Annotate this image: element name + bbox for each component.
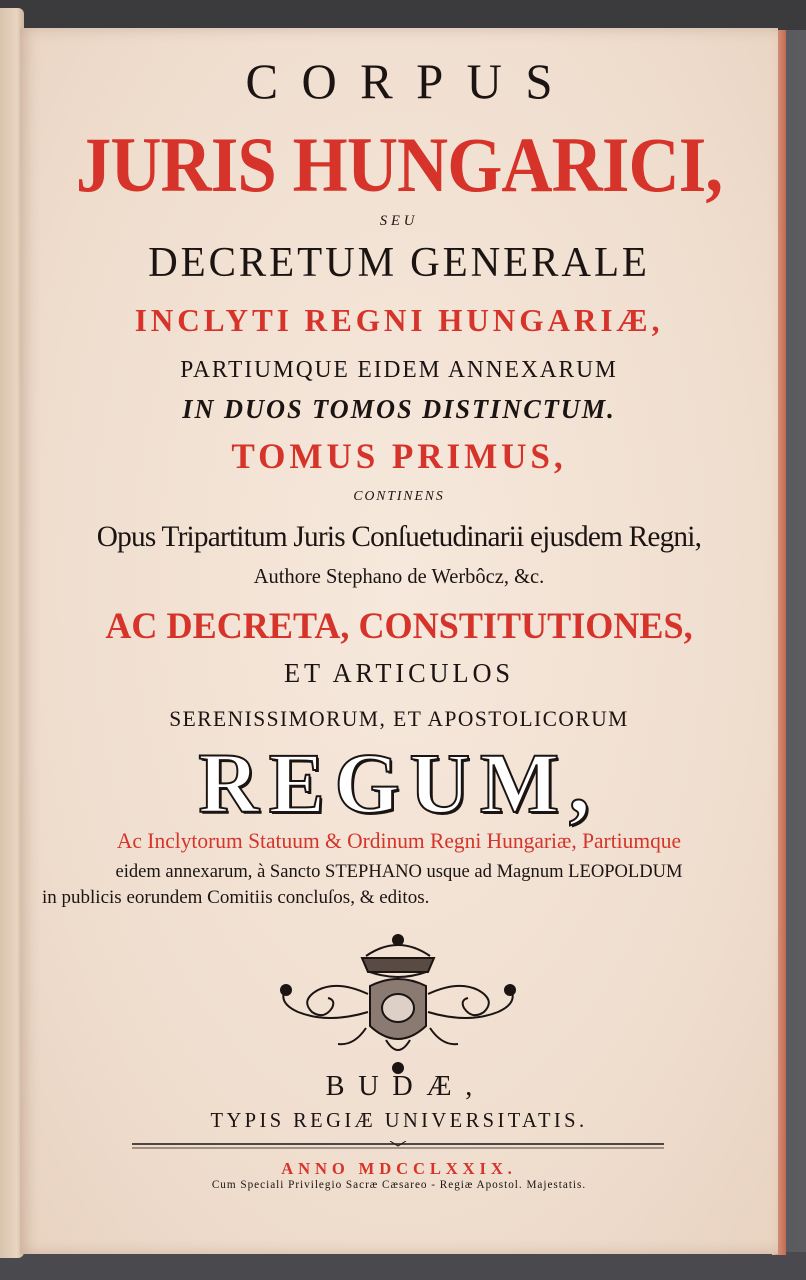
contents-opus-tripartitum: Opus Tripartitum Juris Conſuetudinarii ejusdem Regni, (96, 520, 702, 553)
subtitle-partiumque: PARTIUMQUE EIDEM ANNEXARUM (180, 357, 618, 383)
conjunction-seu: SEU (379, 213, 419, 229)
title-page (20, 28, 778, 1254)
contents-regum: REGUM, (198, 735, 600, 831)
imprint-budae: BUDÆ, (325, 1070, 486, 1102)
contents-ac-decreta: AC DECRETA, CONSTITUTIONES, (105, 606, 693, 647)
crown-ornament-icon (258, 928, 538, 1088)
author-line: Authore Stephano de Werbôcz, &c. (253, 564, 545, 588)
scan-background-top (0, 0, 806, 30)
imprint-privilegio: Cum Speciali Privilegio Sacræ Cæsareo - Regiæ Apostol. Majestatis. (211, 1179, 587, 1191)
volume-tomus-primus: TOMUS PRIMUS, (231, 436, 567, 476)
contents-eidem-annexarum: eidem annexarum, à Sancto STEPHANO usque ad Magnum LEOPOLDUM (115, 861, 683, 882)
subtitle-in-duos-tomos: IN DUOS TOMOS DISTINCTUM. (182, 394, 616, 424)
imprint-anno: ANNO MDCCLXXIX. (281, 1159, 517, 1178)
scan-background-bottom (0, 1252, 806, 1280)
imprint-typis: TYPIS REGIÆ UNIVERSITATIS. (210, 1108, 588, 1132)
word-continens: CONTINENS (353, 489, 445, 504)
title-juris-hungarici: JURIS HUNGARICI, (75, 121, 723, 208)
subtitle-decretum-generale: DECRETUM GENERALE (148, 240, 650, 286)
contents-serenissimorum: SERENISSIMORUM, ET APOSTOLICORUM (169, 706, 629, 731)
printer-rule-icon (132, 1141, 664, 1151)
contents-et-articulos: ET ARTICULOS (283, 658, 515, 688)
subtitle-inclyti-regni: INCLYTI REGNI HUNGARIÆ, (134, 302, 664, 338)
title-corpus: CORPUS (245, 53, 576, 109)
contents-in-publicis: in publicis eorundem Comitiis concluſos, & editos. (42, 887, 430, 908)
contents-statuum-ordinum: Ac Inclytorum Statuum & Ordinum Regni Hungariæ, Partiumque (116, 828, 682, 853)
